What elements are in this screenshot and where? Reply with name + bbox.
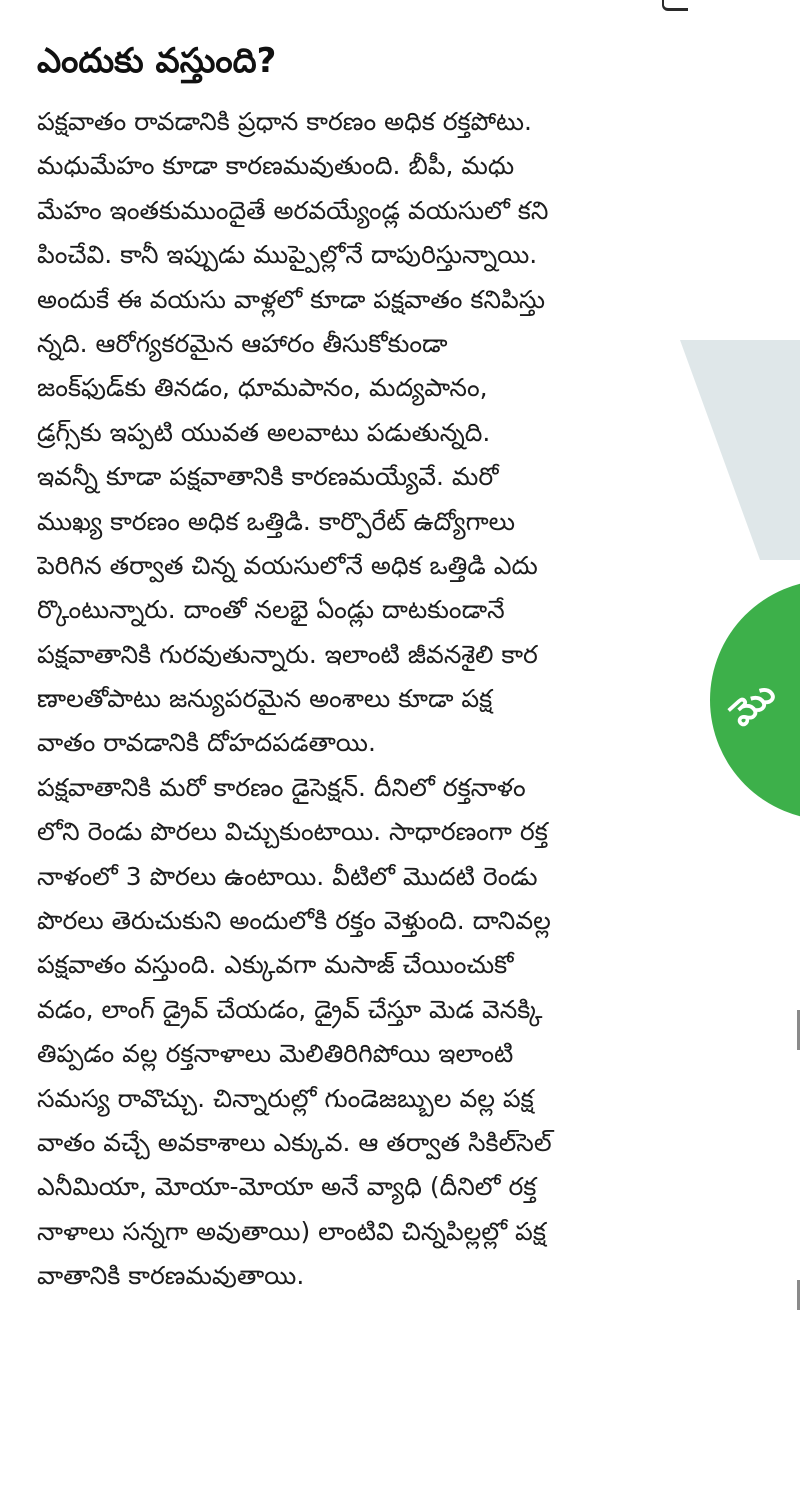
body-line: జంక్‌ఫుడ్‌కు తినడం, ధూమపానం, మద్యపానం,: [37, 373, 488, 403]
body-line: పించేవి. కానీ ఇప్పుడు ముప్పైల్లోనే దాపురిస్తున్నాయి.: [37, 240, 538, 270]
diagonal-stripe: [680, 340, 800, 560]
body-line: సమస్య రావొచ్చు. చిన్నారుల్లో గుండెజబ్బుల వల్ల పక్ష: [37, 1083, 534, 1113]
body-line: ణాలతోపాటు జన్యుపరమైన అంశాలు కూడా పక్ష: [37, 684, 493, 714]
body-line: ఇవన్నీ కూడా పక్షవాతానికి కారణమయ్యేవే. మరో: [37, 462, 499, 492]
body-line: పొరలు తెరుచుకుని అందులోకి రక్తం వెళ్తుంది. దానివల్ల: [37, 906, 551, 936]
section-heading: ఎందుకు వస్తుంది?: [37, 41, 277, 81]
body-line: వాతం వచ్చే అవకాశాలు ఎక్కువ. ఆ తర్వాత సికిల్‌సెల్: [37, 1127, 552, 1157]
body-line: నాళంలో 3 పొరలు ఉంటాయి. వీటిలో మొదటి రెండు: [37, 861, 538, 891]
body-line: న్నది. ఆరోగ్యకరమైన ఆహారం తీసుకోకుండా: [37, 328, 448, 358]
body-line: వాతానికి కారణమవుతాయి.: [37, 1261, 305, 1291]
body-line: పక్షవాతానికి మరో కారణం డైసెక్షన్. దీనిలో రక్తనాళం: [37, 772, 526, 802]
article-body: [37, 100, 727, 1299]
body-line: ముఖ్య కారణం అధిక ఒత్తిడి. కార్పొరేట్ ఉద్యోగాలు: [37, 506, 516, 536]
body-line: పక్షవాతం రావడానికి ప్రధాన కారణం అధిక రక్తపోటు.: [37, 107, 532, 136]
body-line: వాతం రావడానికి దోహదపడతాయి.: [37, 728, 376, 758]
body-line: నాళాలు సన్నగా అవుతాయి) లాంటివి చిన్నపిల్లల్లో పక్ష: [37, 1216, 546, 1246]
body-line: పక్షవాతానికి గురవుతున్నారు. ఇలాంటి జీవనశైలి కార: [37, 639, 538, 669]
body-line: లోని రెండు పొరలు విచ్చుకుంటాయి. సాధారణంగా రక్త: [37, 817, 548, 847]
body-line: మేహం ఇంతకుముందైతే అరవయ్యేండ్ల వయసులో కని: [37, 195, 549, 225]
body-line: పక్షవాతం వస్తుంది. ఎక్కువగా మసాజ్ చేయించుకో: [37, 950, 514, 980]
body-line: ఎనీమియా, మోయా-మోయా అనే వ్యాధి (దీనిలో రక్త: [37, 1172, 537, 1202]
body-line: మధుమేహం కూడా కారణమవుతుంది. బీపీ, మధు: [37, 151, 515, 181]
badge-text: మొ: [721, 673, 784, 735]
body-line: పెరిగిన తర్వాత చిన్న వయసులోనే అధిక ఒత్తిడి ఎదు: [37, 550, 538, 580]
adjacent-column-edge: [680, 0, 800, 1495]
body-line: అందుకే ఈ వయసు వాళ్లలో కూడా పక్షవాతం కనిపిస్తు: [37, 284, 545, 314]
side-graphic: [680, 0, 800, 1495]
body-line: డ్రగ్స్‌కు ఇప్పటి యువత అలవాటు పడుతున్నది.: [37, 417, 491, 447]
body-line: ర్కొంటున్నారు. దాంతో నలభై ఏండ్లు దాటకుండానే: [37, 595, 505, 625]
body-line: తిప్పడం వల్ల రక్తనాళాలు మెలితిరిగిపోయి ఇలాంటి: [37, 1039, 514, 1069]
body-line: వడం, లాంగ్ డ్రైవ్ చేయడం, డ్రైవ్ చేస్తూ మెడ వెనక్కి: [37, 994, 543, 1024]
